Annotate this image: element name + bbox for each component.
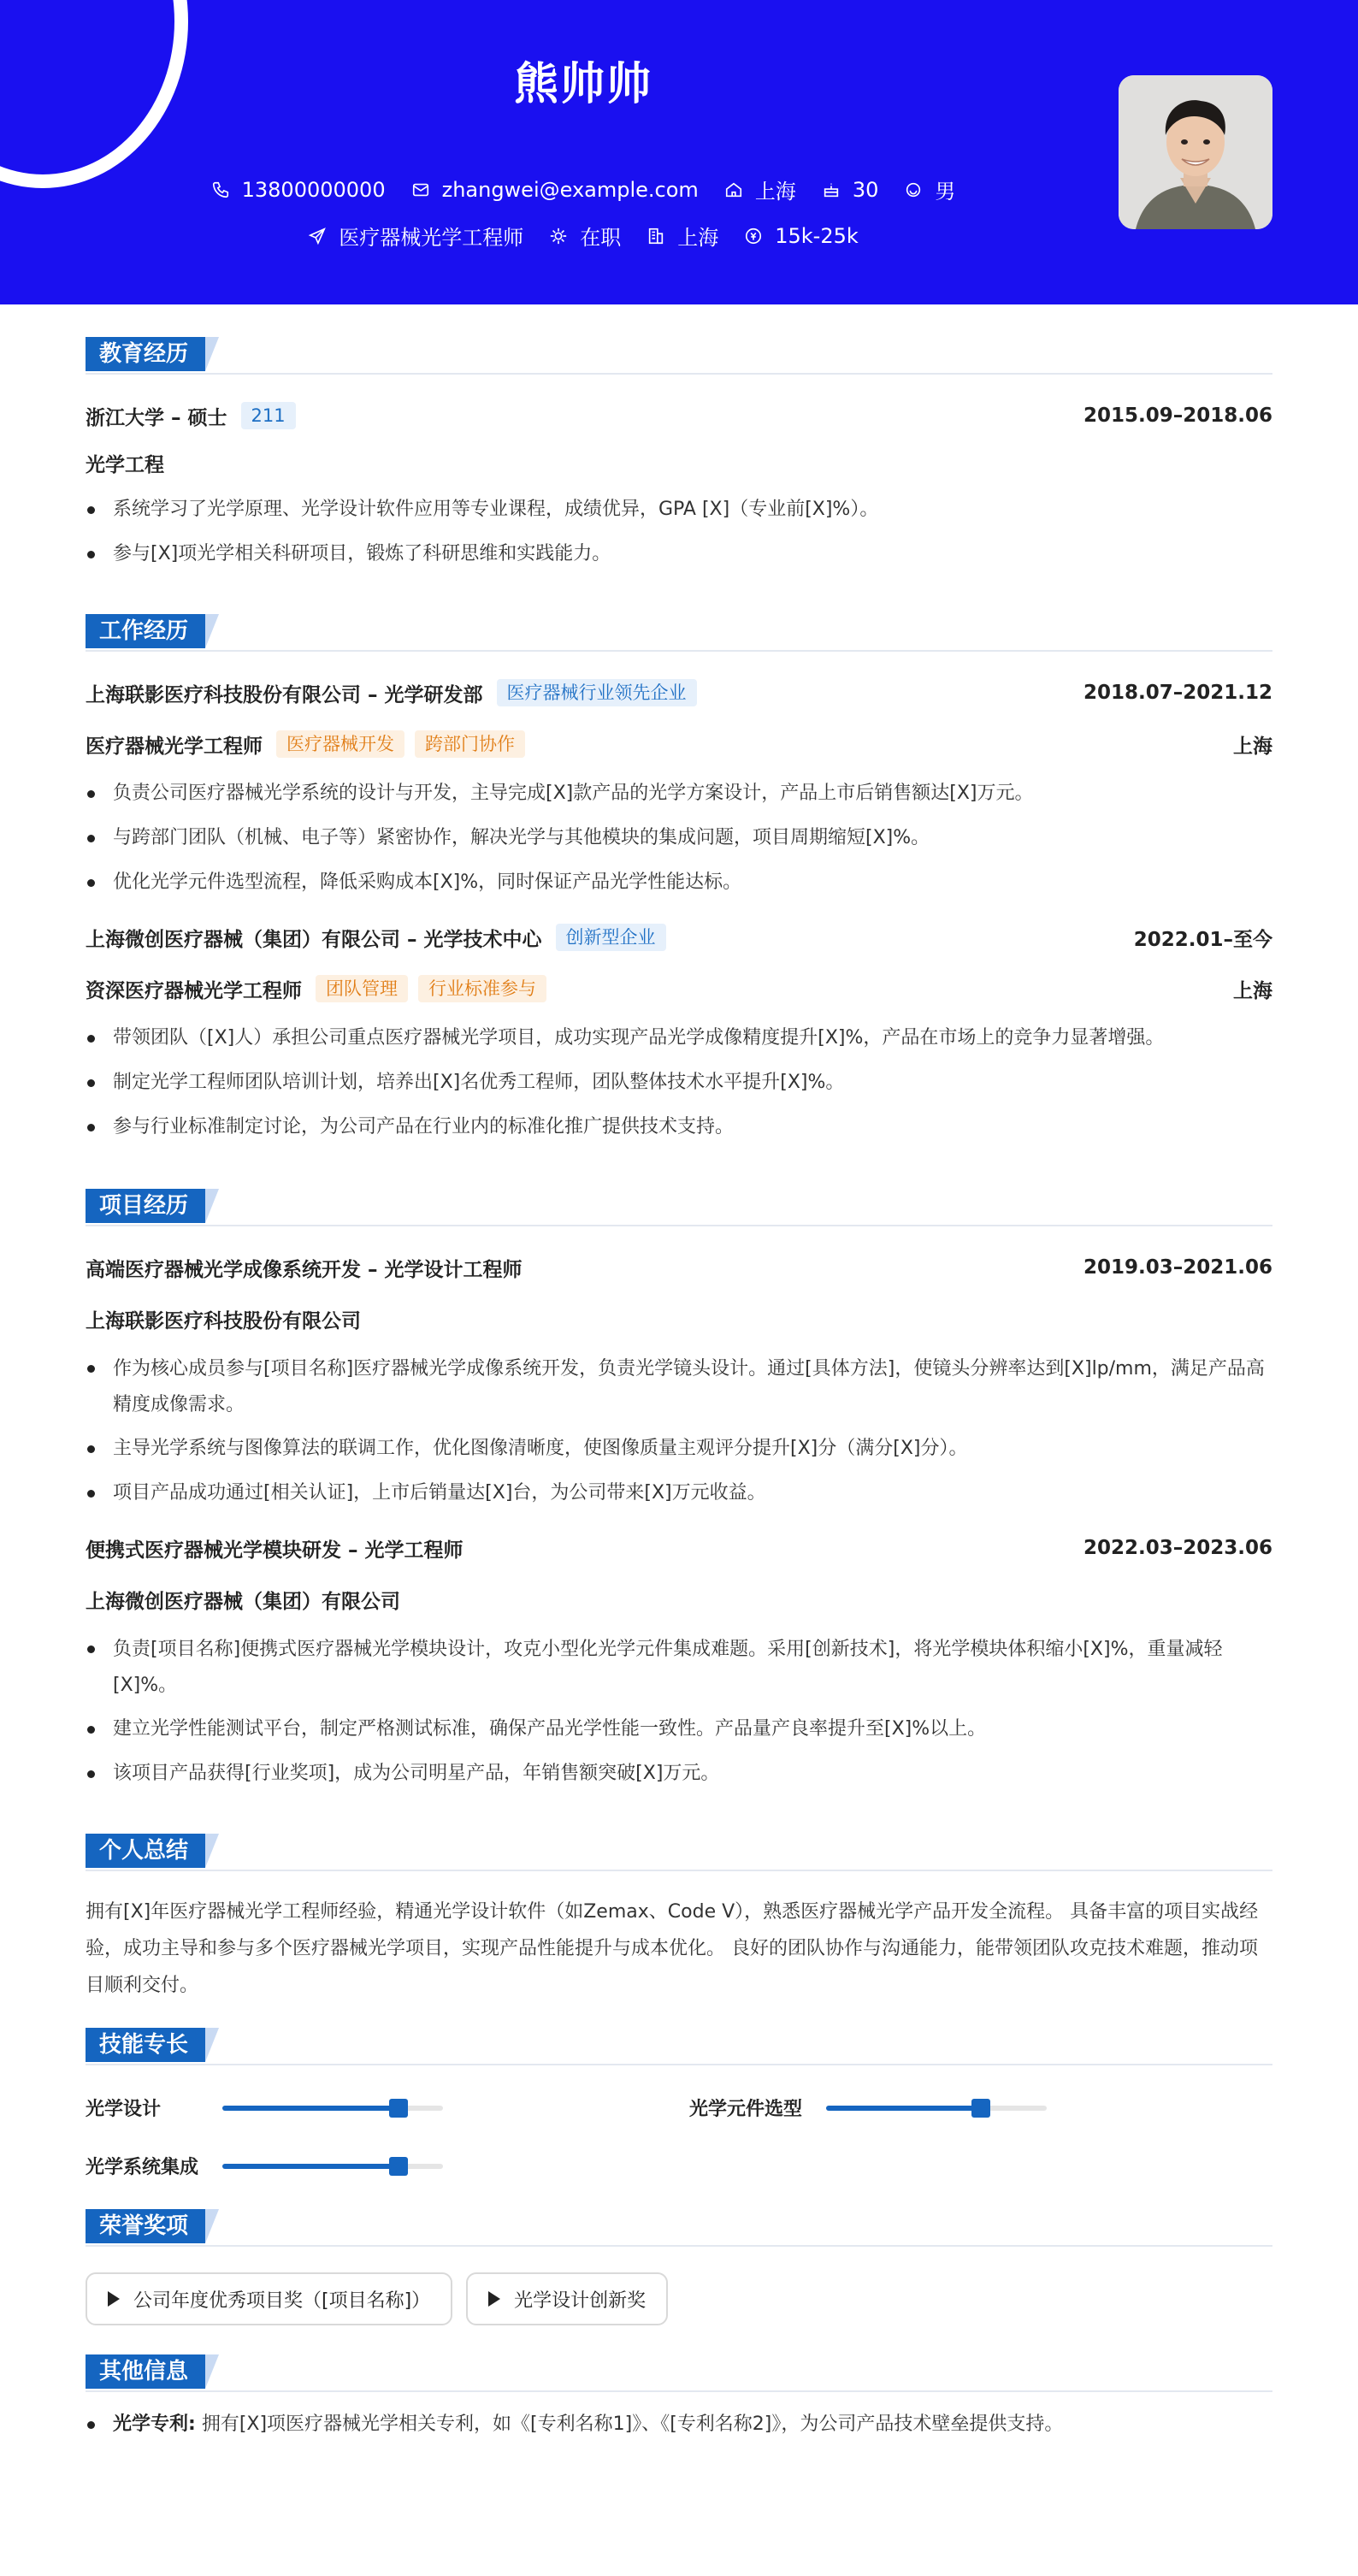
company-name: 上海微创医疗器械（集团）有限公司 – 光学技术中心	[86, 928, 542, 951]
list-item: 建立光学性能测试平台，制定严格测试标准，确保产品光学性能一致性。产品量产良率提升至[X]%以上。	[86, 1712, 1272, 1746]
role-tag: 医疗器械开发	[276, 730, 404, 758]
education-header-row	[86, 400, 1272, 431]
patent-label: 光学专利:	[113, 2414, 196, 2435]
job-target-text: 医疗器械光学工程师	[339, 226, 524, 250]
skill-item	[86, 2153, 443, 2179]
section-divider	[86, 650, 1272, 652]
job-bullets	[86, 777, 1272, 900]
section-title: 工作经历	[86, 614, 205, 648]
list-item: 项目产品成功通过[相关认证]，上市后销量达[X]台，为公司带来[X]万元收益。	[86, 1476, 1272, 1510]
section-summary	[86, 1834, 1272, 1871]
gender-item	[904, 174, 955, 204]
job-city: 上海	[1233, 735, 1272, 758]
skill-label: 光学元件选型	[689, 2099, 803, 2120]
list-item	[86, 2408, 1272, 2442]
building-icon	[647, 227, 665, 245]
project-bullets	[86, 1351, 1272, 1510]
section-other	[86, 2354, 1272, 2392]
section-skills	[86, 2028, 1272, 2065]
company-name: 上海联影医疗科技股份有限公司 – 光学研发部	[86, 683, 483, 706]
section-title: 技能专长	[86, 2028, 205, 2062]
awards-list	[86, 2272, 1272, 2325]
skill-bar	[222, 2106, 443, 2111]
summary-text: 拥有[X]年医疗器械光学工程师经验，精通光学设计软件（如Zemax、Code V），熟悉医疗器械光学产品开发全流程。 具备丰富的项目实战经验，成功主导和参与多个医疗器械光学项目，实现产品性能提升与成本优化。 良好的团队协作与沟通能力，能带领团队攻克技术难题，推动项目顺利交付。	[86, 1901, 1259, 1996]
job-header-row	[86, 922, 1272, 953]
target-city-text: 上海	[677, 226, 719, 250]
list-item: 系统学习了光学原理、光学设计软件应用等专业课程，成绩优异，GPA [X]（专业前[X]%）。	[86, 493, 1272, 527]
section-divider	[86, 1225, 1272, 1226]
play-icon	[108, 2291, 120, 2307]
major-name: 光学工程	[86, 453, 164, 476]
list-item: 负责公司医疗器械光学系统的设计与开发，主导完成[X]款产品的光学方案设计，产品上市后销售额达[X]万元。	[86, 777, 1272, 811]
job-city: 上海	[1233, 979, 1272, 1002]
section-education	[86, 337, 1272, 375]
skill-bar	[222, 2164, 443, 2169]
phone-item	[211, 178, 386, 202]
skills-grid	[86, 2083, 1272, 2185]
status-text: 在职	[580, 226, 622, 250]
location-item	[724, 174, 796, 204]
job-role-row	[86, 729, 1272, 759]
status-item	[549, 221, 621, 251]
section-divider	[86, 2390, 1272, 2392]
mail-icon	[411, 180, 430, 199]
section-projects	[86, 1189, 1272, 1226]
send-icon	[308, 227, 327, 245]
skill-knob	[971, 2099, 990, 2118]
avatar-illustration	[1119, 75, 1272, 229]
section-divider	[86, 2064, 1272, 2065]
project-name: 便携式医疗器械光学模块研发 – 光学工程师	[86, 1539, 463, 1562]
job-bullets	[86, 1021, 1272, 1144]
award-label: 公司年度优秀项目奖（[项目名称]）	[133, 2289, 431, 2312]
salary-item	[744, 224, 859, 248]
email-text: zhangwei@example.com	[441, 177, 699, 202]
job-role: 医疗器械光学工程师	[86, 735, 263, 758]
job-intent-row	[0, 221, 1166, 251]
project-header-row	[86, 1252, 1272, 1283]
phone-icon	[211, 180, 230, 199]
section-divider	[86, 2245, 1272, 2247]
job-target-item	[308, 221, 523, 251]
skill-fill	[826, 2106, 981, 2111]
skill-fill	[222, 2164, 399, 2169]
target-city-item	[647, 221, 718, 251]
school-name: 浙江大学 – 硕士	[86, 406, 227, 429]
job-role: 资深医疗器械光学工程师	[86, 979, 302, 1002]
list-item: 参与[X]项光学相关科研项目，锻炼了科研思维和实践能力。	[86, 537, 1272, 571]
age-text: 30	[852, 177, 879, 202]
section-title: 个人总结	[86, 1834, 205, 1868]
skill-item	[86, 2094, 443, 2121]
list-item: 带领团队（[X]人）承担公司重点医疗器械光学项目，成功实现产品光学成像精度提升[X]%，产品在市场上的竞争力显著增强。	[86, 1021, 1272, 1055]
skill-fill	[222, 2106, 399, 2111]
award-label: 光学设计创新奖	[514, 2289, 647, 2312]
gender-text: 男	[935, 180, 956, 204]
status-icon	[549, 227, 568, 245]
salary-text: 15k-25k	[775, 223, 859, 248]
list-item: 优化光学元件选型流程，降低采购成本[X]%，同时保证产品光学性能达标。	[86, 866, 1272, 900]
phone-text: 13800000000	[241, 177, 386, 202]
job-date: 2022.01–至今	[1133, 928, 1272, 951]
job-header-row	[86, 677, 1272, 708]
email-item	[411, 178, 699, 202]
list-item: 制定光学工程师团队培训计划，培养出[X]名优秀工程师，团队整体技术水平提升[X]%。	[86, 1066, 1272, 1100]
money-icon	[744, 227, 763, 245]
project-header-row	[86, 1533, 1272, 1563]
home-icon	[724, 180, 743, 199]
skill-label: 光学设计	[86, 2099, 162, 2120]
project-date: 2019.03–2021.06	[1083, 1256, 1272, 1279]
company-tag: 医疗器械行业领先企业	[497, 679, 697, 706]
skill-item	[689, 2094, 1047, 2121]
section-title: 教育经历	[86, 337, 205, 371]
contact-row	[0, 174, 1166, 204]
section-title: 其他信息	[86, 2354, 205, 2389]
section-divider	[86, 373, 1272, 375]
gender-icon	[904, 180, 923, 199]
age-item	[822, 178, 879, 202]
project-org: 上海微创医疗器械（集团）有限公司	[86, 1590, 400, 1613]
project-org: 上海联影医疗科技股份有限公司	[86, 1309, 361, 1332]
project-name: 高端医疗器械光学成像系统开发 – 光学设计工程师	[86, 1258, 523, 1281]
patent-text: 拥有[X]项医疗器械光学相关专利，如《[专利名称1]》、《[专利名称2]》，为公司产品技术壁垒提供支持。	[201, 2414, 1064, 2435]
skill-knob	[389, 2157, 408, 2176]
play-icon	[488, 2291, 500, 2307]
list-item: 主导光学系统与图像算法的联调工作，优化图像清晰度，使图像质量主观评分提升[X]分（满分[X]分）。	[86, 1432, 1272, 1466]
list-item: 该项目产品获得[行业奖项]，成为公司明星产品，年销售额突破[X]万元。	[86, 1757, 1272, 1791]
award-chip	[466, 2272, 668, 2325]
skill-label: 光学系统集成	[86, 2157, 199, 2178]
role-tag: 团队管理	[316, 975, 408, 1002]
section-awards	[86, 2209, 1272, 2247]
education-bullets	[86, 493, 1272, 571]
job-role-row	[86, 973, 1272, 1004]
list-item: 与跨部门团队（机械、电子等）紧密协作，解决光学与其他模块的集成问题，项目周期缩短[X]%。	[86, 821, 1272, 855]
location-text: 上海	[754, 180, 796, 204]
job-date: 2018.07–2021.12	[1083, 682, 1272, 704]
list-item: 作为核心成员参与[项目名称]医疗器械光学成像系统开发，负责光学镜头设计。通过[具体方法]，使镜头分辨率达到[X]lp/mm，满足产品高精度成像需求。	[86, 1351, 1272, 1423]
avatar	[1119, 75, 1272, 229]
project-org-row	[86, 1303, 1272, 1334]
cake-icon	[822, 180, 841, 199]
education-date: 2015.09–2018.06	[1083, 405, 1272, 427]
section-title: 荣誉奖项	[86, 2209, 205, 2243]
award-chip	[86, 2272, 452, 2325]
other-list	[86, 2408, 1272, 2442]
resume-body	[86, 304, 1272, 2442]
list-item: 负责[项目名称]便携式医疗器械光学模块设计，攻克小型化光学元件集成难题。采用[创新技术]，将光学模块体积缩小[X]%，重量减轻[X]%。	[86, 1632, 1272, 1704]
list-item: 参与行业标准制定讨论，为公司产品在行业内的标准化推广提供技术支持。	[86, 1110, 1272, 1144]
school-tag: 211	[241, 402, 296, 429]
section-title: 项目经历	[86, 1189, 205, 1223]
skill-bar	[826, 2106, 1047, 2111]
role-tag: 跨部门协作	[415, 730, 525, 758]
candidate-name: 熊帅帅	[513, 59, 652, 110]
company-tag: 创新型企业	[556, 924, 666, 951]
project-date: 2022.03–2023.06	[1083, 1537, 1272, 1559]
role-tag: 行业标准参与	[418, 975, 546, 1002]
skill-knob	[389, 2099, 408, 2118]
project-bullets	[86, 1632, 1272, 1791]
major-row	[86, 450, 1272, 476]
section-divider	[86, 1870, 1272, 1871]
project-org-row	[86, 1584, 1272, 1615]
section-work	[86, 614, 1272, 652]
resume-header	[0, 0, 1358, 304]
